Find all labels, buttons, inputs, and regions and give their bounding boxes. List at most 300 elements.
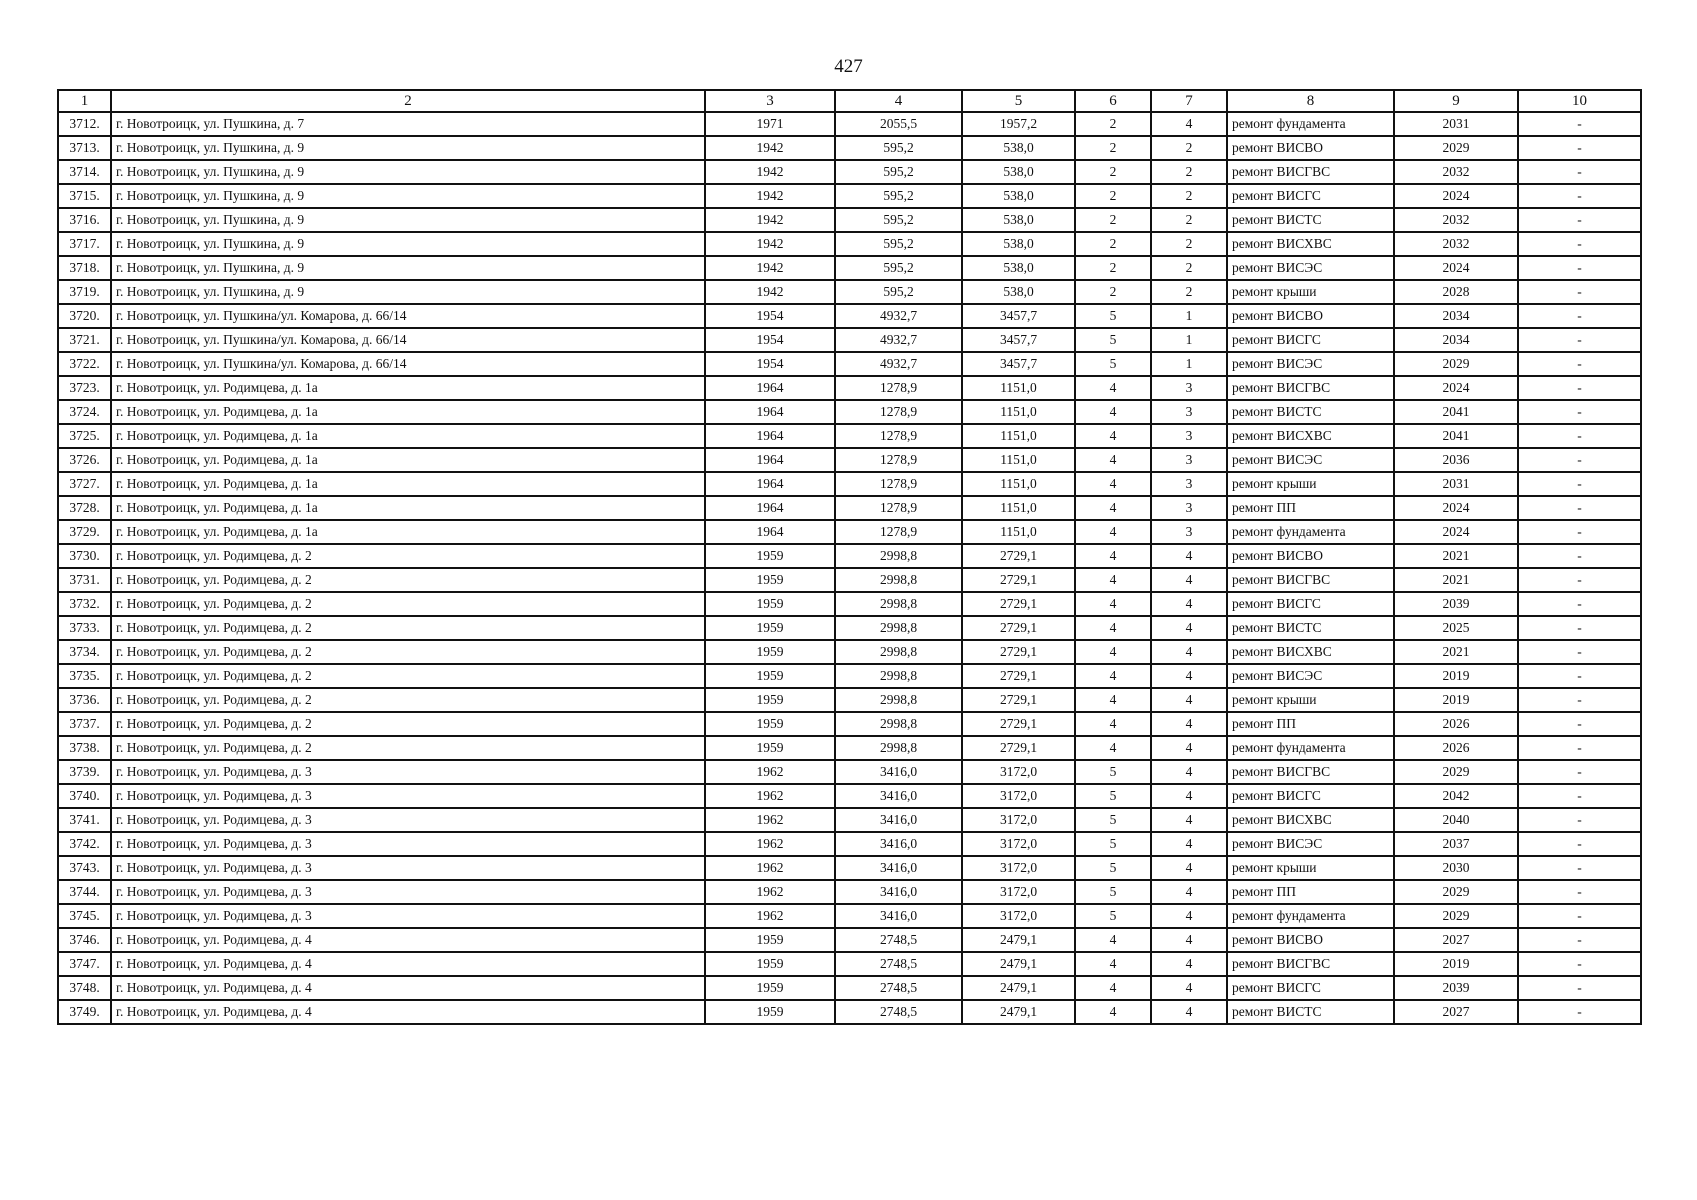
entrances-cell: 4 [1151, 112, 1227, 136]
repair-type-cell: ремонт ПП [1227, 880, 1394, 904]
total-area-cell: 3416,0 [835, 904, 962, 928]
repair-type-cell: ремонт ВИСЭС [1227, 664, 1394, 688]
address-cell: г. Новотроицк, ул. Родимцева, д. 3 [111, 832, 705, 856]
address-cell: г. Новотроицк, ул. Родимцева, д. 3 [111, 784, 705, 808]
address-cell: г. Новотроицк, ул. Пушкина/ул. Комарова, д. 66/14 [111, 352, 705, 376]
address-cell: г. Новотроицк, ул. Родимцева, д. 3 [111, 856, 705, 880]
year-built-cell: 1942 [705, 256, 835, 280]
table-body [58, 112, 1641, 1024]
row-number: 3714. [58, 160, 111, 184]
living-area-cell: 538,0 [962, 280, 1075, 304]
year-built-cell: 1942 [705, 232, 835, 256]
address-cell: г. Новотроицк, ул. Пушкина, д. 7 [111, 112, 705, 136]
entrances-cell: 2 [1151, 160, 1227, 184]
entrances-cell: 4 [1151, 664, 1227, 688]
floors-cell: 4 [1075, 1000, 1151, 1024]
table-row [58, 448, 1641, 472]
note-cell: - [1518, 208, 1641, 232]
repair-type-cell: ремонт крыши [1227, 856, 1394, 880]
header-cell: 6 [1075, 90, 1151, 112]
address-cell: г. Новотроицк, ул. Родимцева, д. 2 [111, 616, 705, 640]
total-area-cell: 2998,8 [835, 568, 962, 592]
repair-type-cell: ремонт ВИСГС [1227, 328, 1394, 352]
total-area-cell: 2055,5 [835, 112, 962, 136]
entrances-cell: 3 [1151, 472, 1227, 496]
floors-cell: 4 [1075, 664, 1151, 688]
total-area-cell: 1278,9 [835, 376, 962, 400]
total-area-cell: 2998,8 [835, 688, 962, 712]
floors-cell: 4 [1075, 448, 1151, 472]
year-built-cell: 1959 [705, 664, 835, 688]
total-area-cell: 595,2 [835, 184, 962, 208]
address-cell: г. Новотроицк, ул. Родимцева, д. 1а [111, 376, 705, 400]
table-row [58, 280, 1641, 304]
planned-year-cell: 2027 [1394, 928, 1518, 952]
table-row [58, 616, 1641, 640]
year-built-cell: 1964 [705, 472, 835, 496]
living-area-cell: 3457,7 [962, 352, 1075, 376]
floors-cell: 2 [1075, 136, 1151, 160]
table-row [58, 136, 1641, 160]
year-built-cell: 1959 [705, 736, 835, 760]
entrances-cell: 4 [1151, 736, 1227, 760]
planned-year-cell: 2024 [1394, 376, 1518, 400]
planned-year-cell: 2019 [1394, 664, 1518, 688]
planned-year-cell: 2031 [1394, 112, 1518, 136]
entrances-cell: 4 [1151, 760, 1227, 784]
planned-year-cell: 2019 [1394, 952, 1518, 976]
entrances-cell: 4 [1151, 832, 1227, 856]
planned-year-cell: 2029 [1394, 352, 1518, 376]
total-area-cell: 1278,9 [835, 496, 962, 520]
year-built-cell: 1942 [705, 184, 835, 208]
living-area-cell: 3457,7 [962, 304, 1075, 328]
row-number: 3716. [58, 208, 111, 232]
total-area-cell: 2748,5 [835, 976, 962, 1000]
entrances-cell: 4 [1151, 640, 1227, 664]
note-cell: - [1518, 472, 1641, 496]
repair-type-cell: ремонт ВИСВО [1227, 544, 1394, 568]
address-cell: г. Новотроицк, ул. Родимцева, д. 1а [111, 448, 705, 472]
living-area-cell: 2729,1 [962, 568, 1075, 592]
table-row [58, 640, 1641, 664]
year-built-cell: 1959 [705, 592, 835, 616]
floors-cell: 2 [1075, 208, 1151, 232]
planned-year-cell: 2029 [1394, 880, 1518, 904]
floors-cell: 5 [1075, 352, 1151, 376]
row-number: 3730. [58, 544, 111, 568]
entrances-cell: 3 [1151, 496, 1227, 520]
floors-cell: 4 [1075, 424, 1151, 448]
floors-cell: 5 [1075, 760, 1151, 784]
address-cell: г. Новотроицк, ул. Родимцева, д. 1а [111, 520, 705, 544]
total-area-cell: 4932,7 [835, 304, 962, 328]
floors-cell: 2 [1075, 184, 1151, 208]
address-cell: г. Новотроицк, ул. Родимцева, д. 4 [111, 1000, 705, 1024]
planned-year-cell: 2040 [1394, 808, 1518, 832]
living-area-cell: 538,0 [962, 136, 1075, 160]
planned-year-cell: 2026 [1394, 712, 1518, 736]
year-built-cell: 1962 [705, 832, 835, 856]
floors-cell: 5 [1075, 328, 1151, 352]
year-built-cell: 1962 [705, 904, 835, 928]
repair-type-cell: ремонт крыши [1227, 472, 1394, 496]
table-row [58, 856, 1641, 880]
repair-type-cell: ремонт ВИСВО [1227, 136, 1394, 160]
floors-cell: 4 [1075, 520, 1151, 544]
repair-type-cell: ремонт ВИСГВС [1227, 760, 1394, 784]
table-row [58, 112, 1641, 136]
note-cell: - [1518, 784, 1641, 808]
total-area-cell: 3416,0 [835, 880, 962, 904]
floors-cell: 4 [1075, 616, 1151, 640]
total-area-cell: 3416,0 [835, 832, 962, 856]
living-area-cell: 1151,0 [962, 376, 1075, 400]
repair-type-cell: ремонт ВИСЭС [1227, 832, 1394, 856]
address-cell: г. Новотроицк, ул. Родимцева, д. 1а [111, 400, 705, 424]
repair-type-cell: ремонт ВИСГВС [1227, 376, 1394, 400]
total-area-cell: 4932,7 [835, 328, 962, 352]
address-cell: г. Новотроицк, ул. Родимцева, д. 2 [111, 568, 705, 592]
table-row [58, 472, 1641, 496]
entrances-cell: 3 [1151, 520, 1227, 544]
address-cell: г. Новотроицк, ул. Родимцева, д. 4 [111, 952, 705, 976]
floors-cell: 4 [1075, 736, 1151, 760]
entrances-cell: 4 [1151, 784, 1227, 808]
planned-year-cell: 2036 [1394, 448, 1518, 472]
living-area-cell: 2729,1 [962, 640, 1075, 664]
year-built-cell: 1971 [705, 112, 835, 136]
planned-year-cell: 2034 [1394, 304, 1518, 328]
floors-cell: 4 [1075, 376, 1151, 400]
note-cell: - [1518, 880, 1641, 904]
row-number: 3727. [58, 472, 111, 496]
living-area-cell: 1957,2 [962, 112, 1075, 136]
year-built-cell: 1942 [705, 208, 835, 232]
total-area-cell: 3416,0 [835, 808, 962, 832]
entrances-cell: 3 [1151, 400, 1227, 424]
year-built-cell: 1962 [705, 880, 835, 904]
table-row [58, 424, 1641, 448]
repair-type-cell: ремонт ВИСГС [1227, 592, 1394, 616]
row-number: 3742. [58, 832, 111, 856]
note-cell: - [1518, 496, 1641, 520]
living-area-cell: 3172,0 [962, 880, 1075, 904]
row-number: 3712. [58, 112, 111, 136]
row-number: 3736. [58, 688, 111, 712]
table-row [58, 952, 1641, 976]
table-row [58, 760, 1641, 784]
table-row [58, 784, 1641, 808]
living-area-cell: 3172,0 [962, 760, 1075, 784]
living-area-cell: 2479,1 [962, 1000, 1075, 1024]
address-cell: г. Новотроицк, ул. Родимцева, д. 2 [111, 544, 705, 568]
table-row [58, 208, 1641, 232]
floors-cell: 4 [1075, 592, 1151, 616]
row-number: 3721. [58, 328, 111, 352]
note-cell: - [1518, 592, 1641, 616]
row-number: 3743. [58, 856, 111, 880]
year-built-cell: 1954 [705, 328, 835, 352]
note-cell: - [1518, 712, 1641, 736]
year-built-cell: 1962 [705, 784, 835, 808]
planned-year-cell: 2029 [1394, 136, 1518, 160]
year-built-cell: 1942 [705, 136, 835, 160]
entrances-cell: 4 [1151, 856, 1227, 880]
address-cell: г. Новотроицк, ул. Родимцева, д. 2 [111, 688, 705, 712]
table-row [58, 592, 1641, 616]
total-area-cell: 1278,9 [835, 472, 962, 496]
note-cell: - [1518, 616, 1641, 640]
address-cell: г. Новотроицк, ул. Родимцева, д. 3 [111, 880, 705, 904]
row-number: 3725. [58, 424, 111, 448]
living-area-cell: 1151,0 [962, 424, 1075, 448]
floors-cell: 2 [1075, 232, 1151, 256]
table-row [58, 664, 1641, 688]
repair-type-cell: ремонт ВИСХВС [1227, 232, 1394, 256]
floors-cell: 2 [1075, 160, 1151, 184]
header-cell: 2 [111, 90, 705, 112]
row-number: 3715. [58, 184, 111, 208]
page-number: 427 [834, 56, 863, 77]
planned-year-cell: 2024 [1394, 520, 1518, 544]
planned-year-cell: 2027 [1394, 1000, 1518, 1024]
repair-type-cell: ремонт ВИСГС [1227, 784, 1394, 808]
repair-type-cell: ремонт ВИСГВС [1227, 952, 1394, 976]
living-area-cell: 2729,1 [962, 688, 1075, 712]
note-cell: - [1518, 808, 1641, 832]
header-cell: 9 [1394, 90, 1518, 112]
living-area-cell: 2479,1 [962, 952, 1075, 976]
total-area-cell: 595,2 [835, 136, 962, 160]
table-row [58, 712, 1641, 736]
total-area-cell: 2998,8 [835, 592, 962, 616]
living-area-cell: 538,0 [962, 184, 1075, 208]
planned-year-cell: 2032 [1394, 208, 1518, 232]
address-cell: г. Новотроицк, ул. Родимцева, д. 1а [111, 424, 705, 448]
repair-type-cell: ремонт ВИСХВС [1227, 808, 1394, 832]
living-area-cell: 538,0 [962, 232, 1075, 256]
living-area-cell: 1151,0 [962, 520, 1075, 544]
planned-year-cell: 2024 [1394, 184, 1518, 208]
row-number: 3722. [58, 352, 111, 376]
planned-year-cell: 2021 [1394, 640, 1518, 664]
table-row [58, 808, 1641, 832]
note-cell: - [1518, 664, 1641, 688]
row-number: 3719. [58, 280, 111, 304]
address-cell: г. Новотроицк, ул. Родимцева, д. 1а [111, 472, 705, 496]
living-area-cell: 538,0 [962, 208, 1075, 232]
address-cell: г. Новотроицк, ул. Родимцева, д. 3 [111, 760, 705, 784]
note-cell: - [1518, 952, 1641, 976]
repair-type-cell: ремонт фундамента [1227, 112, 1394, 136]
note-cell: - [1518, 640, 1641, 664]
entrances-cell: 3 [1151, 376, 1227, 400]
repair-type-cell: ремонт ВИСХВС [1227, 640, 1394, 664]
floors-cell: 4 [1075, 400, 1151, 424]
entrances-cell: 4 [1151, 928, 1227, 952]
floors-cell: 4 [1075, 688, 1151, 712]
entrances-cell: 2 [1151, 280, 1227, 304]
year-built-cell: 1959 [705, 952, 835, 976]
table-row [58, 184, 1641, 208]
address-cell: г. Новотроицк, ул. Родимцева, д. 2 [111, 664, 705, 688]
year-built-cell: 1964 [705, 520, 835, 544]
note-cell: - [1518, 544, 1641, 568]
repair-type-cell: ремонт фундамента [1227, 904, 1394, 928]
floors-cell: 4 [1075, 472, 1151, 496]
floors-cell: 2 [1075, 112, 1151, 136]
table-row [58, 352, 1641, 376]
table-row [58, 160, 1641, 184]
note-cell: - [1518, 400, 1641, 424]
row-number: 3729. [58, 520, 111, 544]
repair-type-cell: ремонт ВИСГС [1227, 976, 1394, 1000]
address-cell: г. Новотроицк, ул. Пушкина, д. 9 [111, 232, 705, 256]
address-cell: г. Новотроицк, ул. Пушкина, д. 9 [111, 280, 705, 304]
entrances-cell: 2 [1151, 256, 1227, 280]
total-area-cell: 3416,0 [835, 760, 962, 784]
living-area-cell: 2479,1 [962, 928, 1075, 952]
total-area-cell: 1278,9 [835, 424, 962, 448]
total-area-cell: 2748,5 [835, 928, 962, 952]
year-built-cell: 1962 [705, 856, 835, 880]
floors-cell: 5 [1075, 808, 1151, 832]
planned-year-cell: 2032 [1394, 232, 1518, 256]
row-number: 3713. [58, 136, 111, 160]
note-cell: - [1518, 856, 1641, 880]
header-cell: 7 [1151, 90, 1227, 112]
total-area-cell: 2748,5 [835, 1000, 962, 1024]
entrances-cell: 4 [1151, 688, 1227, 712]
planned-year-cell: 2041 [1394, 424, 1518, 448]
planned-year-cell: 2030 [1394, 856, 1518, 880]
table-row [58, 400, 1641, 424]
year-built-cell: 1954 [705, 304, 835, 328]
entrances-cell: 2 [1151, 232, 1227, 256]
living-area-cell: 2729,1 [962, 712, 1075, 736]
row-number: 3720. [58, 304, 111, 328]
table-row [58, 568, 1641, 592]
living-area-cell: 538,0 [962, 256, 1075, 280]
note-cell: - [1518, 376, 1641, 400]
address-cell: г. Новотроицк, ул. Пушкина, д. 9 [111, 160, 705, 184]
entrances-cell: 4 [1151, 880, 1227, 904]
floors-cell: 4 [1075, 928, 1151, 952]
note-cell: - [1518, 136, 1641, 160]
header-cell: 10 [1518, 90, 1641, 112]
planned-year-cell: 2037 [1394, 832, 1518, 856]
note-cell: - [1518, 424, 1641, 448]
floors-cell: 4 [1075, 640, 1151, 664]
floors-cell: 4 [1075, 976, 1151, 1000]
row-number: 3728. [58, 496, 111, 520]
repair-type-cell: ремонт ВИСЭС [1227, 448, 1394, 472]
living-area-cell: 3172,0 [962, 856, 1075, 880]
living-area-cell: 3172,0 [962, 832, 1075, 856]
year-built-cell: 1959 [705, 976, 835, 1000]
repair-type-cell: ремонт ВИСЭС [1227, 256, 1394, 280]
planned-year-cell: 2041 [1394, 400, 1518, 424]
table-row [58, 256, 1641, 280]
year-built-cell: 1942 [705, 280, 835, 304]
living-area-cell: 1151,0 [962, 496, 1075, 520]
year-built-cell: 1964 [705, 424, 835, 448]
repair-type-cell: ремонт крыши [1227, 280, 1394, 304]
repair-type-cell: ремонт крыши [1227, 688, 1394, 712]
entrances-cell: 4 [1151, 952, 1227, 976]
floors-cell: 5 [1075, 784, 1151, 808]
note-cell: - [1518, 904, 1641, 928]
planned-year-cell: 2032 [1394, 160, 1518, 184]
table-row [58, 688, 1641, 712]
floors-cell: 5 [1075, 880, 1151, 904]
table-row [58, 976, 1641, 1000]
floors-cell: 5 [1075, 904, 1151, 928]
row-number: 3733. [58, 616, 111, 640]
total-area-cell: 1278,9 [835, 448, 962, 472]
total-area-cell: 3416,0 [835, 856, 962, 880]
living-area-cell: 2729,1 [962, 664, 1075, 688]
note-cell: - [1518, 520, 1641, 544]
living-area-cell: 538,0 [962, 160, 1075, 184]
living-area-cell: 1151,0 [962, 400, 1075, 424]
note-cell: - [1518, 688, 1641, 712]
total-area-cell: 2998,8 [835, 544, 962, 568]
note-cell: - [1518, 832, 1641, 856]
planned-year-cell: 2024 [1394, 496, 1518, 520]
row-number: 3739. [58, 760, 111, 784]
address-cell: г. Новотроицк, ул. Родимцева, д. 3 [111, 904, 705, 928]
repair-type-cell: ремонт ВИСВО [1227, 304, 1394, 328]
floors-cell: 4 [1075, 496, 1151, 520]
address-cell: г. Новотроицк, ул. Родимцева, д. 2 [111, 592, 705, 616]
note-cell: - [1518, 928, 1641, 952]
address-cell: г. Новотроицк, ул. Родимцева, д. 2 [111, 640, 705, 664]
repair-type-cell: ремонт ВИСГВС [1227, 160, 1394, 184]
total-area-cell: 2998,8 [835, 616, 962, 640]
floors-cell: 4 [1075, 952, 1151, 976]
row-number: 3732. [58, 592, 111, 616]
entrances-cell: 3 [1151, 424, 1227, 448]
living-area-cell: 2729,1 [962, 736, 1075, 760]
planned-year-cell: 2039 [1394, 976, 1518, 1000]
planned-year-cell: 2042 [1394, 784, 1518, 808]
address-cell: г. Новотроицк, ул. Пушкина, д. 9 [111, 184, 705, 208]
row-number: 3745. [58, 904, 111, 928]
year-built-cell: 1962 [705, 808, 835, 832]
note-cell: - [1518, 256, 1641, 280]
planned-year-cell: 2028 [1394, 280, 1518, 304]
header-cell: 8 [1227, 90, 1394, 112]
entrances-cell: 2 [1151, 208, 1227, 232]
year-built-cell: 1964 [705, 376, 835, 400]
repair-type-cell: ремонт ВИСВО [1227, 928, 1394, 952]
floors-cell: 5 [1075, 832, 1151, 856]
address-cell: г. Новотроицк, ул. Пушкина, д. 9 [111, 256, 705, 280]
row-number: 3717. [58, 232, 111, 256]
floors-cell: 5 [1075, 856, 1151, 880]
entrances-cell: 4 [1151, 712, 1227, 736]
repair-type-cell: ремонт ВИСТС [1227, 616, 1394, 640]
entrances-cell: 3 [1151, 448, 1227, 472]
floors-cell: 5 [1075, 304, 1151, 328]
note-cell: - [1518, 280, 1641, 304]
total-area-cell: 1278,9 [835, 520, 962, 544]
note-cell: - [1518, 448, 1641, 472]
total-area-cell: 4932,7 [835, 352, 962, 376]
table-row [58, 832, 1641, 856]
